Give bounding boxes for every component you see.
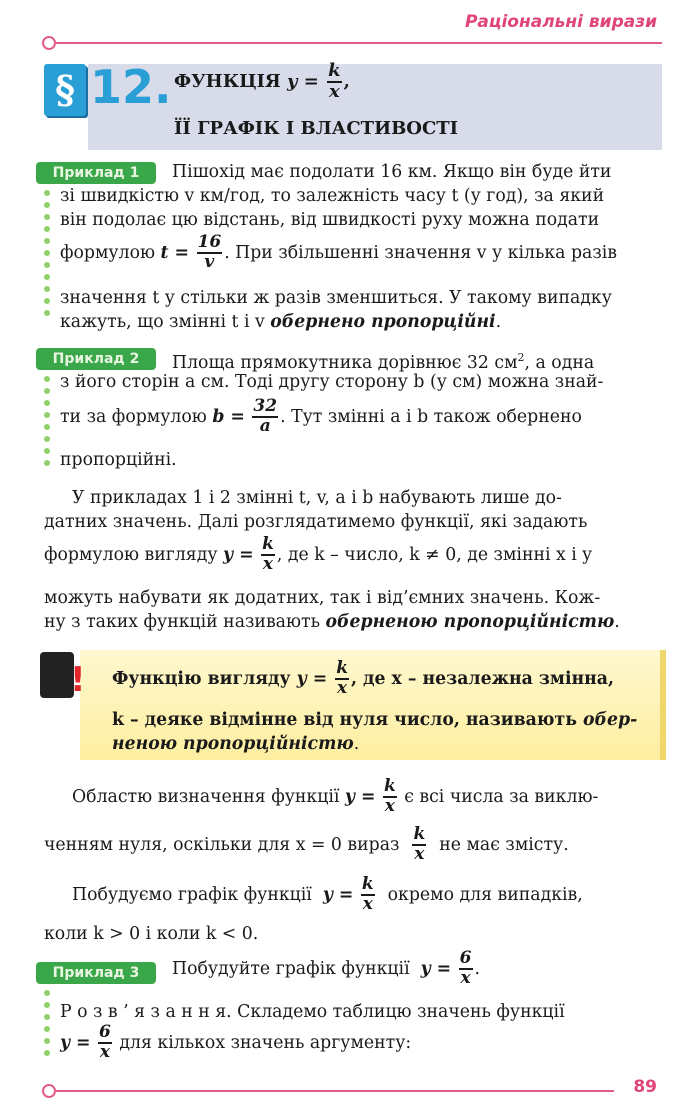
domain-numerator: k	[383, 776, 396, 796]
example1-formula-pre: формулою	[60, 242, 156, 263]
definition-line3-post: .	[353, 734, 360, 754]
definition-var: y =	[296, 668, 328, 689]
graph-line1	[72, 876, 583, 914]
example1-formula-var: t =	[160, 242, 190, 263]
example2-denominator: a	[259, 415, 271, 436]
title-eq: =	[303, 71, 319, 93]
example3-var: y =	[420, 958, 452, 979]
example2-dots	[44, 376, 50, 472]
header-rule	[54, 42, 662, 44]
definition-denominator: x	[337, 677, 348, 698]
domain-expr-denominator: x	[414, 843, 425, 864]
title-line2: ЇЇ ГРАФІК І ВЛАСТИВОСТІ	[174, 118, 459, 139]
example1-line6	[60, 310, 501, 334]
domain-fraction	[383, 778, 397, 816]
title-word: ФУНКЦІЯ	[174, 71, 281, 93]
example3-pre: Побудуйте графік функції	[172, 958, 410, 979]
definition-term-start: обер-	[583, 710, 638, 730]
graph-fraction	[361, 876, 375, 914]
definition-post: , де x – незалежна змінна,	[351, 668, 615, 689]
definition-numerator: k	[336, 658, 348, 678]
example3-formula-fraction	[98, 1024, 112, 1062]
example3-formula-post: для кількох значень аргументу:	[119, 1032, 412, 1053]
example1-fraction	[197, 234, 223, 272]
example3-line1	[172, 950, 480, 988]
graph-post: окремо для випадків,	[387, 884, 583, 905]
domain-line2-pre: ченням нуля, оскільки для x = 0 вираз	[44, 834, 400, 855]
example3-numerator: 6	[459, 948, 472, 968]
section-number: 12.	[90, 60, 172, 114]
domain-denominator: x	[384, 795, 395, 816]
exclamation-icon: !	[70, 660, 86, 700]
example3-denominator: x	[460, 967, 471, 988]
domain-expr-numerator: k	[413, 824, 426, 844]
graph-numerator: k	[361, 874, 374, 894]
section-header: Раціональні вирази	[464, 12, 657, 32]
para-line3	[44, 536, 592, 574]
example3-line2: Р о з в ’ я з а н н я. Складемо таблицю значень функції	[60, 1002, 565, 1022]
para-formula-var: y =	[223, 544, 254, 565]
para-term: оберненою пропорційністю	[325, 612, 615, 632]
graph-denominator: x	[362, 893, 373, 914]
example1-numerator: 16	[197, 232, 222, 252]
example3-fraction	[459, 950, 473, 988]
example2-numerator: 32	[253, 396, 278, 416]
para-line5-pre: ну з таких функцій називають	[44, 612, 320, 632]
example1-dots	[44, 190, 50, 322]
title-var: y	[287, 71, 298, 93]
definition-fraction	[335, 660, 349, 698]
example1-line1: Пішохід має подолати 16 км. Якщо він буде йти	[172, 162, 612, 182]
definition-pre: Функцію вигляду	[112, 668, 291, 689]
example1-line6-post: .	[495, 312, 502, 332]
example1-line5: значення t у стільки ж разів зменшиться. У такому випадку	[60, 288, 612, 308]
example3-post: .	[474, 958, 480, 979]
example3-formula-numerator: 6	[99, 1022, 111, 1042]
graph-line2: коли k > 0 і коли k < 0.	[44, 924, 259, 944]
example2-line1-post: , а одна	[524, 352, 595, 373]
page-number: 89	[633, 1077, 657, 1097]
title-numerator: k	[328, 60, 341, 81]
example2-formula-pre: ти за формулою	[60, 406, 207, 427]
para-formula-pre: формулою вигляду	[44, 544, 218, 565]
example3-formula-denominator: x	[99, 1041, 111, 1062]
definition-line2-pre: k – деяке відмінне від нуля число, називають	[112, 710, 577, 730]
example3-dots	[44, 990, 50, 1062]
title-comma: ,	[343, 71, 350, 93]
example1-line3: він подолає цю відстань, від швидкості руху можна подати	[60, 210, 600, 230]
footer-rule	[54, 1090, 614, 1092]
example3-line3	[60, 1024, 411, 1062]
domain-line1	[72, 778, 598, 816]
example3-badge: Приклад 3	[36, 962, 156, 984]
definition-line3	[112, 732, 359, 756]
example2-formula-var: b =	[212, 406, 245, 427]
binder-clip-icon	[40, 652, 74, 698]
section-symbol: §	[44, 64, 86, 116]
graph-var: y =	[322, 884, 354, 905]
example2-line3	[60, 398, 582, 436]
domain-expression	[412, 826, 426, 864]
example1-denominator: v	[204, 251, 215, 272]
example1-badge: Приклад 1	[36, 162, 156, 184]
domain-post: є всі числа за виклю-	[404, 786, 599, 807]
example2-line4: пропорційні.	[60, 450, 177, 470]
example1-line6-pre: кажуть, що змінні t і v	[60, 312, 265, 332]
domain-line2-post: не має змісту.	[439, 834, 569, 855]
example1-term: обернено пропорційні	[270, 312, 496, 332]
graph-pre: Побудуємо графік функції	[72, 884, 312, 905]
para-fraction	[261, 536, 275, 574]
para-line4: можуть набувати як додатних, так і від’ємних значень. Кож-	[44, 588, 601, 608]
para-denominator: x	[262, 553, 274, 574]
example1-formula-post: . При збільшенні значення v у кілька разів	[224, 242, 618, 263]
example2-formula-post: . Тут змінні a і b також обернено	[280, 406, 582, 427]
domain-pre: Областю визначення функції	[72, 786, 340, 807]
example2-fraction	[252, 398, 278, 436]
para-formula-post: , де k – число, k ≠ 0, де змінні x і y	[276, 544, 593, 565]
example2-badge: Приклад 2	[36, 348, 156, 370]
title-fraction	[327, 62, 341, 102]
example1-line4	[60, 234, 617, 272]
example2-sup: 2	[517, 351, 525, 364]
example2-line1-pre: Площа прямокутника дорівнює 32 см	[172, 352, 518, 373]
definition-line2	[112, 708, 637, 732]
para-line2: датних значень. Далі розглядатимемо функції, які задають	[44, 512, 588, 532]
domain-line2	[44, 826, 569, 864]
title-denominator: x	[329, 80, 340, 102]
domain-var: y =	[344, 786, 376, 807]
para-line1: У прикладах 1 і 2 змінні t, v, a і b набувають лише до-	[72, 488, 562, 508]
example1-line2: зі швидкістю v км/год, то залежність часу t (у год), за який	[60, 186, 605, 206]
example3-formula-var: y =	[60, 1032, 91, 1053]
title-line1	[174, 62, 350, 102]
definition-line1	[112, 660, 614, 698]
definition-term-end: неною пропорційністю	[112, 734, 354, 754]
para-line5	[44, 610, 620, 634]
para-numerator: k	[262, 534, 274, 554]
example2-line2: з його сторін a см. Тоді другу сторону b (у см) можна знай-	[60, 372, 604, 392]
para-line5-post: .	[614, 612, 620, 632]
